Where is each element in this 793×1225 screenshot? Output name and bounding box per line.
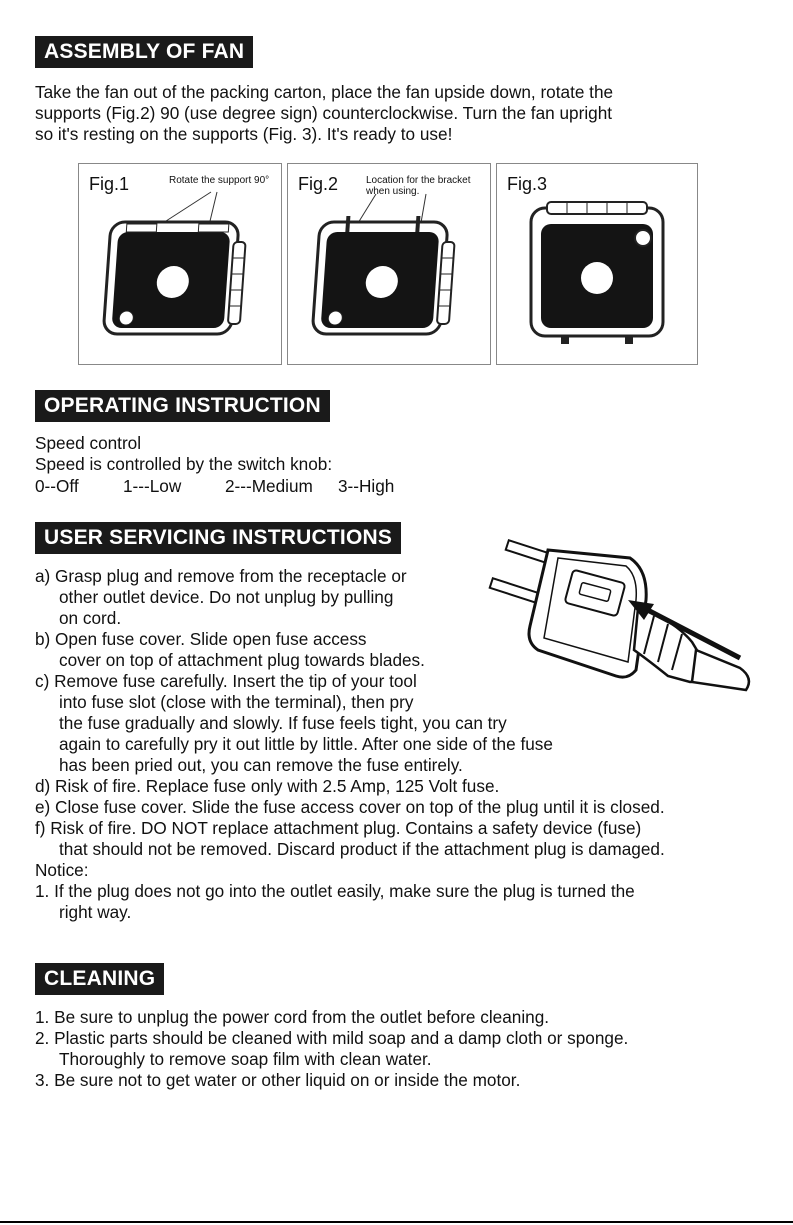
- servicing-line: e) Close fuse cover. Slide the fuse access cover on top of the plug until it is closed.: [35, 797, 665, 817]
- speed-medium: 2---Medium: [225, 476, 313, 496]
- speed-high: 3--High: [338, 476, 395, 496]
- speed-off: 0--Off: [35, 476, 79, 496]
- figure-1-note: Rotate the support 90°: [169, 175, 270, 186]
- operating-heading: OPERATING INSTRUCTION: [35, 390, 330, 422]
- assembly-line: so it's resting on the supports (Fig. 3). It's ready to use!: [35, 124, 453, 144]
- figure-2: [287, 163, 491, 365]
- figure-3-label: Fig.3: [507, 174, 548, 194]
- operating-line: Speed control: [35, 433, 142, 453]
- figure-1-label: Fig.1: [89, 174, 130, 194]
- servicing-line: has been pried out, you can remove the fuse entirely.: [59, 755, 463, 775]
- speed-low: 1---Low: [123, 476, 182, 496]
- assembly-heading: ASSEMBLY OF FAN: [35, 36, 253, 68]
- servicing-line: f) Risk of fire. DO NOT replace attachment plug. Contains a safety device (fuse): [35, 818, 642, 838]
- servicing-line: cover on top of attachment plug towards blades.: [59, 650, 425, 670]
- servicing-line: into fuse slot (close with the terminal), then pry: [59, 692, 414, 712]
- figure-2-note-line: when using.: [366, 186, 420, 197]
- cleaning-line: 2. Plastic parts should be cleaned with mild soap and a damp cloth or sponge.: [35, 1028, 629, 1048]
- figure-2-note-line: Location for the bracket: [366, 175, 471, 186]
- cleaning-line: Thoroughly to remove soap film with clean water.: [59, 1049, 432, 1069]
- cleaning-line: 3. Be sure not to get water or other liquid on or inside the motor.: [35, 1070, 521, 1090]
- figure-3: [496, 163, 698, 365]
- cleaning-text: [35, 1007, 628, 1091]
- servicing-line: on cord.: [59, 608, 122, 628]
- servicing-line: d) Risk of fire. Replace fuse only with 2.5 Amp, 125 Volt fuse.: [35, 776, 500, 796]
- servicing-heading: USER SERVICING INSTRUCTIONS: [35, 522, 401, 554]
- figure-1: [78, 163, 282, 365]
- servicing-line: b) Open fuse cover. Slide open fuse access: [35, 629, 367, 649]
- servicing-line: a) Grasp plug and remove from the receptacle or: [35, 566, 407, 586]
- servicing-line: right way.: [59, 902, 132, 922]
- servicing-line: again to carefully pry it out little by little. After one side of the fuse: [59, 734, 553, 754]
- assembly-text: [35, 82, 613, 145]
- operating-line: Speed is controlled by the switch knob:: [35, 454, 333, 474]
- cleaning-heading: CLEANING: [35, 963, 164, 995]
- servicing-text: [35, 566, 665, 923]
- assembly-line: supports (Fig.2) 90 (use degree sign) counterclockwise. Turn the fan upright: [35, 103, 613, 123]
- cleaning-line: 1. Be sure to unplug the power cord from the outlet before cleaning.: [35, 1007, 550, 1027]
- servicing-line: Notice:: [35, 860, 89, 880]
- servicing-line: c) Remove fuse carefully. Insert the tip of your tool: [35, 671, 417, 691]
- servicing-line: 1. If the plug does not go into the outlet easily, make sure the plug is turned the: [35, 881, 635, 901]
- servicing-line: that should not be removed. Discard product if the attachment plug is damaged.: [59, 839, 665, 859]
- operating-text: [35, 433, 332, 475]
- servicing-line: other outlet device. Do not unplug by pulling: [59, 587, 394, 607]
- bottom-rule: [0, 1221, 793, 1223]
- figure-2-label: Fig.2: [298, 174, 339, 194]
- servicing-line: the fuse gradually and slowly. If fuse feels tight, you can try: [59, 713, 507, 733]
- assembly-line: Take the fan out of the packing carton, place the fan upside down, rotate the: [35, 82, 614, 102]
